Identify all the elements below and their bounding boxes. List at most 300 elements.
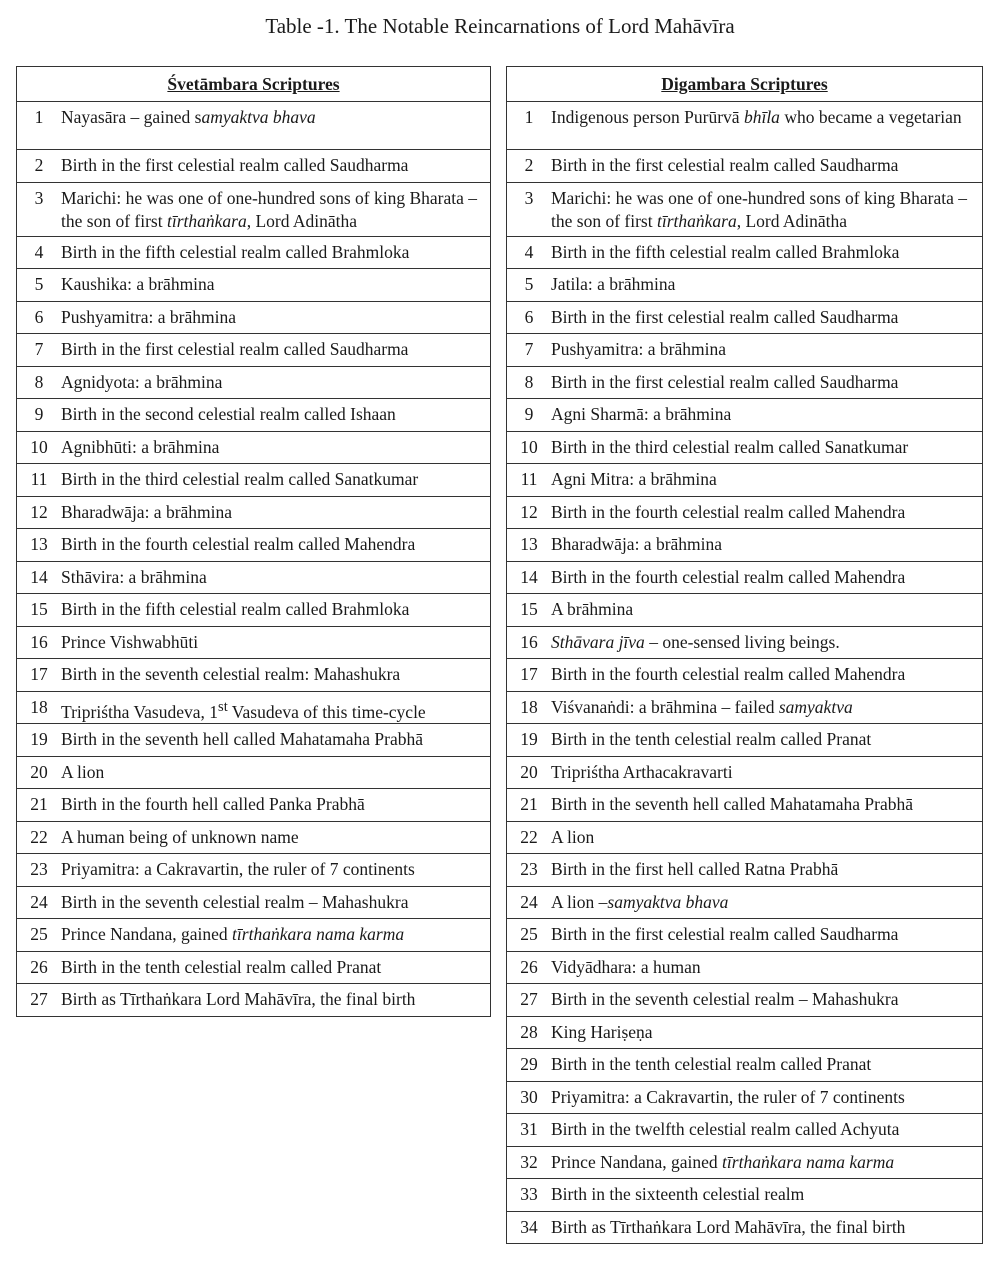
- italic-term: tīrthaṅkara: [166, 210, 247, 231]
- row-text: [551, 533, 982, 556]
- row-cell: [507, 366, 983, 399]
- text-segment: Birth in the tenth celestial realm called Pranat: [61, 956, 382, 977]
- table-row: [507, 561, 983, 594]
- row-cell: [17, 431, 491, 464]
- row-text: [61, 371, 490, 394]
- row-number: 25: [520, 924, 538, 944]
- text-segment: Birth in the fifth celestial realm called Brahmloka: [551, 241, 900, 262]
- text-segment: Tripriśtha Vasudeva, 1: [61, 701, 219, 722]
- row-cell: [17, 236, 491, 269]
- table-row: [507, 691, 983, 724]
- row-text: [61, 241, 490, 264]
- text-segment: Birth in the twelfth celestial realm called Achyuta: [551, 1119, 900, 1139]
- table-row: [507, 334, 983, 367]
- row-cell: [507, 821, 983, 854]
- row-number: 20: [520, 761, 538, 782]
- row-content: [17, 984, 490, 1011]
- row-content: [507, 1082, 982, 1109]
- text-segment: Birth in the fourth celestial realm called Mahendra: [61, 534, 416, 554]
- row-cell: [507, 919, 983, 952]
- row-cell: [507, 431, 983, 464]
- row-number: 3: [524, 187, 534, 208]
- row-text: [551, 1151, 982, 1174]
- row-number: 10: [30, 436, 48, 457]
- row-number: 15: [30, 599, 48, 619]
- row-content: [507, 464, 982, 491]
- text-segment: A lion –: [551, 891, 608, 912]
- row-number: 14: [520, 566, 538, 587]
- row-content: [507, 789, 982, 816]
- table-header-row: [507, 67, 983, 102]
- text-segment: Birth in the seventh hell called Mahatamaha Prabhā: [551, 794, 914, 814]
- italic-term: samyaktva bhava: [607, 891, 729, 912]
- row-text: [551, 501, 982, 524]
- row-content: [507, 594, 982, 621]
- row-text: [551, 696, 982, 719]
- row-content: [17, 529, 490, 556]
- row-content: [17, 183, 490, 233]
- row-content: [507, 367, 982, 394]
- row-text: [551, 956, 982, 979]
- row-number: 17: [520, 664, 538, 684]
- table-row: [507, 724, 983, 757]
- row-cell: [507, 496, 983, 529]
- table-row: [507, 496, 983, 529]
- italic-term: tīrthaṅkara nama karma: [722, 1151, 895, 1172]
- row-text: [61, 663, 490, 686]
- row-text: [551, 663, 982, 686]
- row-number: 6: [34, 306, 44, 327]
- text-segment: Birth in the seventh hell called Mahatamaha Prabhā: [61, 729, 424, 750]
- row-text: [61, 338, 490, 361]
- table-row: [17, 236, 491, 269]
- row-text: [551, 923, 982, 946]
- table-row: [17, 102, 491, 150]
- row-content: [507, 399, 982, 426]
- row-cell: [507, 334, 983, 367]
- row-content: [507, 854, 982, 881]
- text-segment: Priyamitra: a Cakravartin, the ruler of 7 continents: [551, 1086, 905, 1107]
- table-row: [17, 334, 491, 367]
- text-segment: Birth in the first celestial realm called Saudharma: [61, 339, 409, 359]
- row-content: [507, 432, 982, 459]
- table-row: [17, 821, 491, 854]
- row-cell: [507, 1179, 983, 1212]
- table-row: [17, 756, 491, 789]
- row-text: [61, 728, 490, 751]
- row-number: 16: [520, 631, 538, 652]
- row-cell: [507, 626, 983, 659]
- row-content: [507, 183, 982, 233]
- text-segment: Birth in the fourth celestial realm called Mahendra: [551, 566, 906, 587]
- table-row: [507, 951, 983, 984]
- table-row: [17, 182, 491, 236]
- table-row: [507, 789, 983, 822]
- row-number: 10: [520, 436, 538, 457]
- row-text: [61, 696, 490, 724]
- row-cell: [507, 182, 983, 236]
- row-text: [551, 598, 982, 621]
- row-content: [507, 1147, 982, 1174]
- table-row: [507, 1146, 983, 1179]
- row-number: 25: [30, 924, 48, 945]
- text-segment: Birth in the first celestial realm called Saudharma: [61, 155, 409, 175]
- row-content: [507, 984, 982, 1011]
- table-row: [507, 626, 983, 659]
- row-cell: [507, 984, 983, 1017]
- row-cell: [17, 756, 491, 789]
- row-cell: [17, 626, 491, 659]
- row-number: 30: [520, 1086, 538, 1107]
- table-row: [17, 919, 491, 952]
- text-segment: Birth as Tīrthaṅkara Lord Mahāvīra, the final birth: [551, 1216, 906, 1237]
- row-number: 13: [520, 534, 538, 554]
- row-content: [17, 302, 490, 329]
- italic-term: Sthāvara jīva: [551, 631, 645, 652]
- row-text: [61, 923, 490, 946]
- row-text: [551, 306, 982, 329]
- row-text: [551, 1216, 982, 1239]
- row-number: 32: [520, 1151, 538, 1172]
- italic-term: amyaktva bhava: [201, 107, 316, 127]
- italic-term: tīrthaṅkara nama karma: [232, 924, 405, 945]
- row-cell: [507, 1146, 983, 1179]
- text-segment: Birth in the fourth hell called Panka Prabhā: [61, 794, 365, 815]
- text-segment: – one-sensed living beings.: [644, 631, 840, 652]
- row-content: [17, 789, 490, 816]
- row-content: [17, 757, 490, 784]
- table-row: [507, 236, 983, 269]
- row-content: [507, 887, 982, 914]
- row-content: [17, 432, 490, 459]
- text-segment: Birth in the fourth celestial realm called Mahendra: [551, 664, 906, 684]
- row-content: [507, 659, 982, 686]
- row-content: [17, 822, 490, 849]
- row-text: [61, 403, 490, 426]
- row-content: [507, 334, 982, 361]
- table-row: [17, 301, 491, 334]
- table-row: [17, 269, 491, 302]
- row-content: [507, 150, 982, 177]
- row-text: [551, 728, 982, 751]
- row-text: [551, 241, 982, 264]
- text-segment: Marichi: he was one of one-hundred sons of king Bharata – the son of first: [61, 187, 478, 231]
- text-segment: Birth as Tīrthaṅkara Lord Mahāvīra, the final birth: [61, 989, 416, 1010]
- row-cell: [507, 529, 983, 562]
- row-cell: [507, 886, 983, 919]
- table-row: [17, 854, 491, 887]
- row-number: 5: [34, 274, 44, 294]
- table-row: [507, 399, 983, 432]
- table-row: [507, 1211, 983, 1244]
- row-content: [507, 692, 982, 719]
- row-cell: [17, 366, 491, 399]
- table-row: [507, 886, 983, 919]
- row-number: 1: [524, 107, 534, 127]
- text-segment: Prince Nandana, gained: [551, 1151, 723, 1172]
- row-cell: [17, 529, 491, 562]
- digambara-table: [506, 66, 983, 1244]
- table-row: [507, 431, 983, 464]
- row-content: [507, 302, 982, 329]
- row-number: 4: [34, 241, 44, 262]
- row-text: [551, 106, 982, 129]
- row-text: [551, 858, 982, 881]
- text-segment: , Lord Adinātha: [736, 210, 848, 231]
- row-cell: [17, 301, 491, 334]
- row-text: [61, 187, 490, 233]
- row-number: 2: [34, 155, 44, 175]
- table-row: [507, 529, 983, 562]
- text-segment: A human being of unknown name: [61, 826, 299, 847]
- row-number: 19: [520, 729, 538, 749]
- row-cell: [17, 334, 491, 367]
- table-row: [507, 1049, 983, 1082]
- row-cell: [17, 182, 491, 236]
- row-cell: [17, 561, 491, 594]
- row-content: [507, 919, 982, 946]
- row-text: [551, 403, 982, 426]
- row-content: [17, 692, 490, 724]
- text-segment: Marichi: he was one of one-hundred sons of king Bharata – the son of first: [551, 187, 968, 231]
- row-text: [61, 106, 490, 129]
- row-content: [507, 822, 982, 849]
- row-number: 31: [520, 1119, 538, 1139]
- row-content: [17, 150, 490, 177]
- text-segment: Birth in the first celestial realm called Saudharma: [551, 924, 899, 944]
- italic-term: bhīla: [743, 107, 780, 127]
- row-text: [551, 154, 982, 177]
- row-content: [507, 562, 982, 589]
- row-number: 23: [520, 859, 538, 879]
- italic-term: samyaktva: [778, 696, 853, 717]
- row-cell: [17, 269, 491, 302]
- table-row: [17, 366, 491, 399]
- text-segment: Nayasāra – gained s: [61, 107, 202, 127]
- table-row: [507, 594, 983, 627]
- row-content: [17, 627, 490, 654]
- row-cell: [507, 756, 983, 789]
- row-cell: [507, 236, 983, 269]
- table-row: [507, 464, 983, 497]
- row-text: [551, 187, 982, 233]
- row-text: [551, 1118, 982, 1141]
- row-number: 2: [524, 155, 534, 175]
- row-cell: [507, 464, 983, 497]
- row-cell: [507, 1114, 983, 1147]
- row-text: [61, 988, 490, 1011]
- row-cell: [507, 659, 983, 692]
- row-text: [61, 306, 490, 329]
- text-segment: Birth in the third celestial realm called Sanatkumar: [551, 436, 909, 457]
- table-row: [17, 431, 491, 464]
- row-cell: [17, 464, 491, 497]
- text-segment: Birth in the fifth celestial realm called Brahmloka: [61, 599, 410, 619]
- row-content: [17, 854, 490, 881]
- row-cell: [17, 399, 491, 432]
- text-segment: Priyamitra: a Cakravartin, the ruler of 7 continents: [61, 859, 415, 880]
- row-number: 7: [524, 339, 534, 359]
- text-segment: Kaushika: a brāhmina: [61, 274, 215, 294]
- row-cell: [507, 724, 983, 757]
- table-row: [507, 182, 983, 236]
- row-number: 27: [520, 989, 538, 1009]
- row-cell: [17, 919, 491, 952]
- row-content: [17, 237, 490, 264]
- italic-term: tīrthaṅkara: [656, 210, 737, 231]
- row-number: 16: [30, 631, 48, 652]
- text-segment: Indigenous person Purūrvā: [551, 107, 744, 127]
- text-segment: Viśvanaṅdi: a brāhmina – failed: [551, 696, 779, 717]
- row-text: [61, 566, 490, 589]
- row-number: 8: [524, 371, 534, 392]
- table-row: [507, 1016, 983, 1049]
- row-content: [17, 594, 490, 621]
- row-number: 9: [34, 404, 44, 424]
- row-text: [61, 154, 490, 177]
- table-row: [17, 496, 491, 529]
- text-segment: A lion: [551, 826, 595, 847]
- text-segment: Vasudeva of this time-cycle: [227, 701, 426, 722]
- row-cell: [17, 854, 491, 887]
- row-content: [17, 659, 490, 686]
- row-number: 24: [520, 891, 538, 912]
- table-row: [507, 1114, 983, 1147]
- row-content: [507, 529, 982, 556]
- row-text: [61, 501, 490, 524]
- row-number: 34: [520, 1216, 538, 1237]
- row-number: 20: [30, 761, 48, 782]
- table-row: [507, 102, 983, 150]
- row-text: [551, 631, 982, 654]
- row-number: 28: [520, 1021, 538, 1042]
- row-cell: [507, 150, 983, 183]
- row-content: [507, 102, 982, 129]
- text-segment: A lion: [61, 761, 105, 782]
- text-segment: Birth in the tenth celestial realm called Pranat: [551, 1054, 872, 1074]
- text-segment: Bharadwāja: a brāhmina: [61, 501, 233, 522]
- row-content: [507, 1212, 982, 1239]
- row-text: [61, 631, 490, 654]
- row-text: [61, 468, 490, 491]
- table-row: [507, 919, 983, 952]
- row-number: 22: [30, 826, 48, 847]
- row-cell: [507, 301, 983, 334]
- row-number: 12: [520, 501, 538, 522]
- row-content: [17, 102, 490, 129]
- row-number: 17: [30, 664, 48, 684]
- text-segment: Prince Vishwabhūti: [61, 631, 199, 652]
- row-number: 21: [30, 794, 48, 815]
- row-number: 8: [34, 371, 44, 392]
- text-segment: , Lord Adinātha: [246, 210, 358, 231]
- row-number: 24: [30, 891, 48, 912]
- text-segment: Birth in the third celestial realm called Sanatkumar: [61, 469, 419, 489]
- row-number: 26: [520, 956, 538, 977]
- row-content: [507, 724, 982, 751]
- row-content: [507, 1114, 982, 1141]
- table-row: [17, 724, 491, 757]
- table-row: [17, 951, 491, 984]
- row-number: 5: [524, 274, 534, 294]
- text-segment: Pushyamitra: a brāhmina: [61, 306, 236, 327]
- table-row: [17, 659, 491, 692]
- row-number: 29: [520, 1054, 538, 1074]
- text-segment: Birth in the sixteenth celestial realm: [551, 1184, 805, 1204]
- row-text: [551, 988, 982, 1011]
- row-text: [61, 793, 490, 816]
- row-number: 9: [524, 404, 534, 424]
- row-content: [17, 952, 490, 979]
- row-content: [17, 919, 490, 946]
- row-number: 11: [520, 469, 538, 489]
- text-segment: A brāhmina: [551, 599, 634, 619]
- row-content: [17, 562, 490, 589]
- row-text: [551, 1053, 982, 1076]
- text-segment: Birth in the seventh celestial realm – Mahashukra: [61, 891, 409, 912]
- row-content: [507, 1179, 982, 1206]
- row-cell: [17, 951, 491, 984]
- text-segment: Birth in the fourth celestial realm called Mahendra: [551, 501, 906, 522]
- row-content: [17, 399, 490, 426]
- row-cell: [507, 854, 983, 887]
- row-text: [551, 566, 982, 589]
- text-segment: who became a vegetarian: [779, 107, 962, 127]
- row-text: [61, 598, 490, 621]
- table-row: [507, 821, 983, 854]
- page-title: Table -1. The Notable Reincarnations of Lord Mahāvīra: [265, 14, 735, 38]
- text-segment: Birth in the seventh celestial realm – Mahashukra: [551, 989, 899, 1009]
- text-segment: Jatila: a brāhmina: [551, 274, 676, 294]
- row-cell: [17, 789, 491, 822]
- row-cell: [507, 269, 983, 302]
- text-segment: Birth in the first celestial realm called Saudharma: [551, 306, 899, 327]
- table-row: [17, 464, 491, 497]
- row-text: [551, 793, 982, 816]
- row-content: [507, 497, 982, 524]
- row-text: [551, 1086, 982, 1109]
- text-segment: Birth in the second celestial realm called Ishaan: [61, 404, 396, 424]
- row-number: 1: [34, 107, 44, 127]
- table-row: [507, 301, 983, 334]
- row-cell: [507, 399, 983, 432]
- row-number: 26: [30, 956, 48, 977]
- row-text: [61, 533, 490, 556]
- table-row: [507, 150, 983, 183]
- row-cell: [507, 1049, 983, 1082]
- row-content: [507, 627, 982, 654]
- row-content: [507, 1049, 982, 1076]
- row-content: [507, 952, 982, 979]
- row-text: [551, 273, 982, 296]
- text-segment: Sthāvira: a brāhmina: [61, 566, 207, 587]
- table-row: [17, 150, 491, 183]
- table-row: [17, 399, 491, 432]
- row-number: 13: [30, 534, 48, 554]
- row-content: [17, 887, 490, 914]
- text-segment: Agni Sharmā: a brāhmina: [551, 404, 732, 424]
- table-row: [17, 984, 491, 1017]
- row-cell: [507, 691, 983, 724]
- row-content: [17, 497, 490, 524]
- svetambara-table: [16, 66, 491, 1017]
- row-text: [551, 761, 982, 784]
- row-cell: [17, 150, 491, 183]
- row-number: 11: [30, 469, 48, 489]
- table-row: [17, 561, 491, 594]
- text-segment: Agni Mitra: a brāhmina: [551, 469, 717, 489]
- row-number: 6: [524, 306, 534, 327]
